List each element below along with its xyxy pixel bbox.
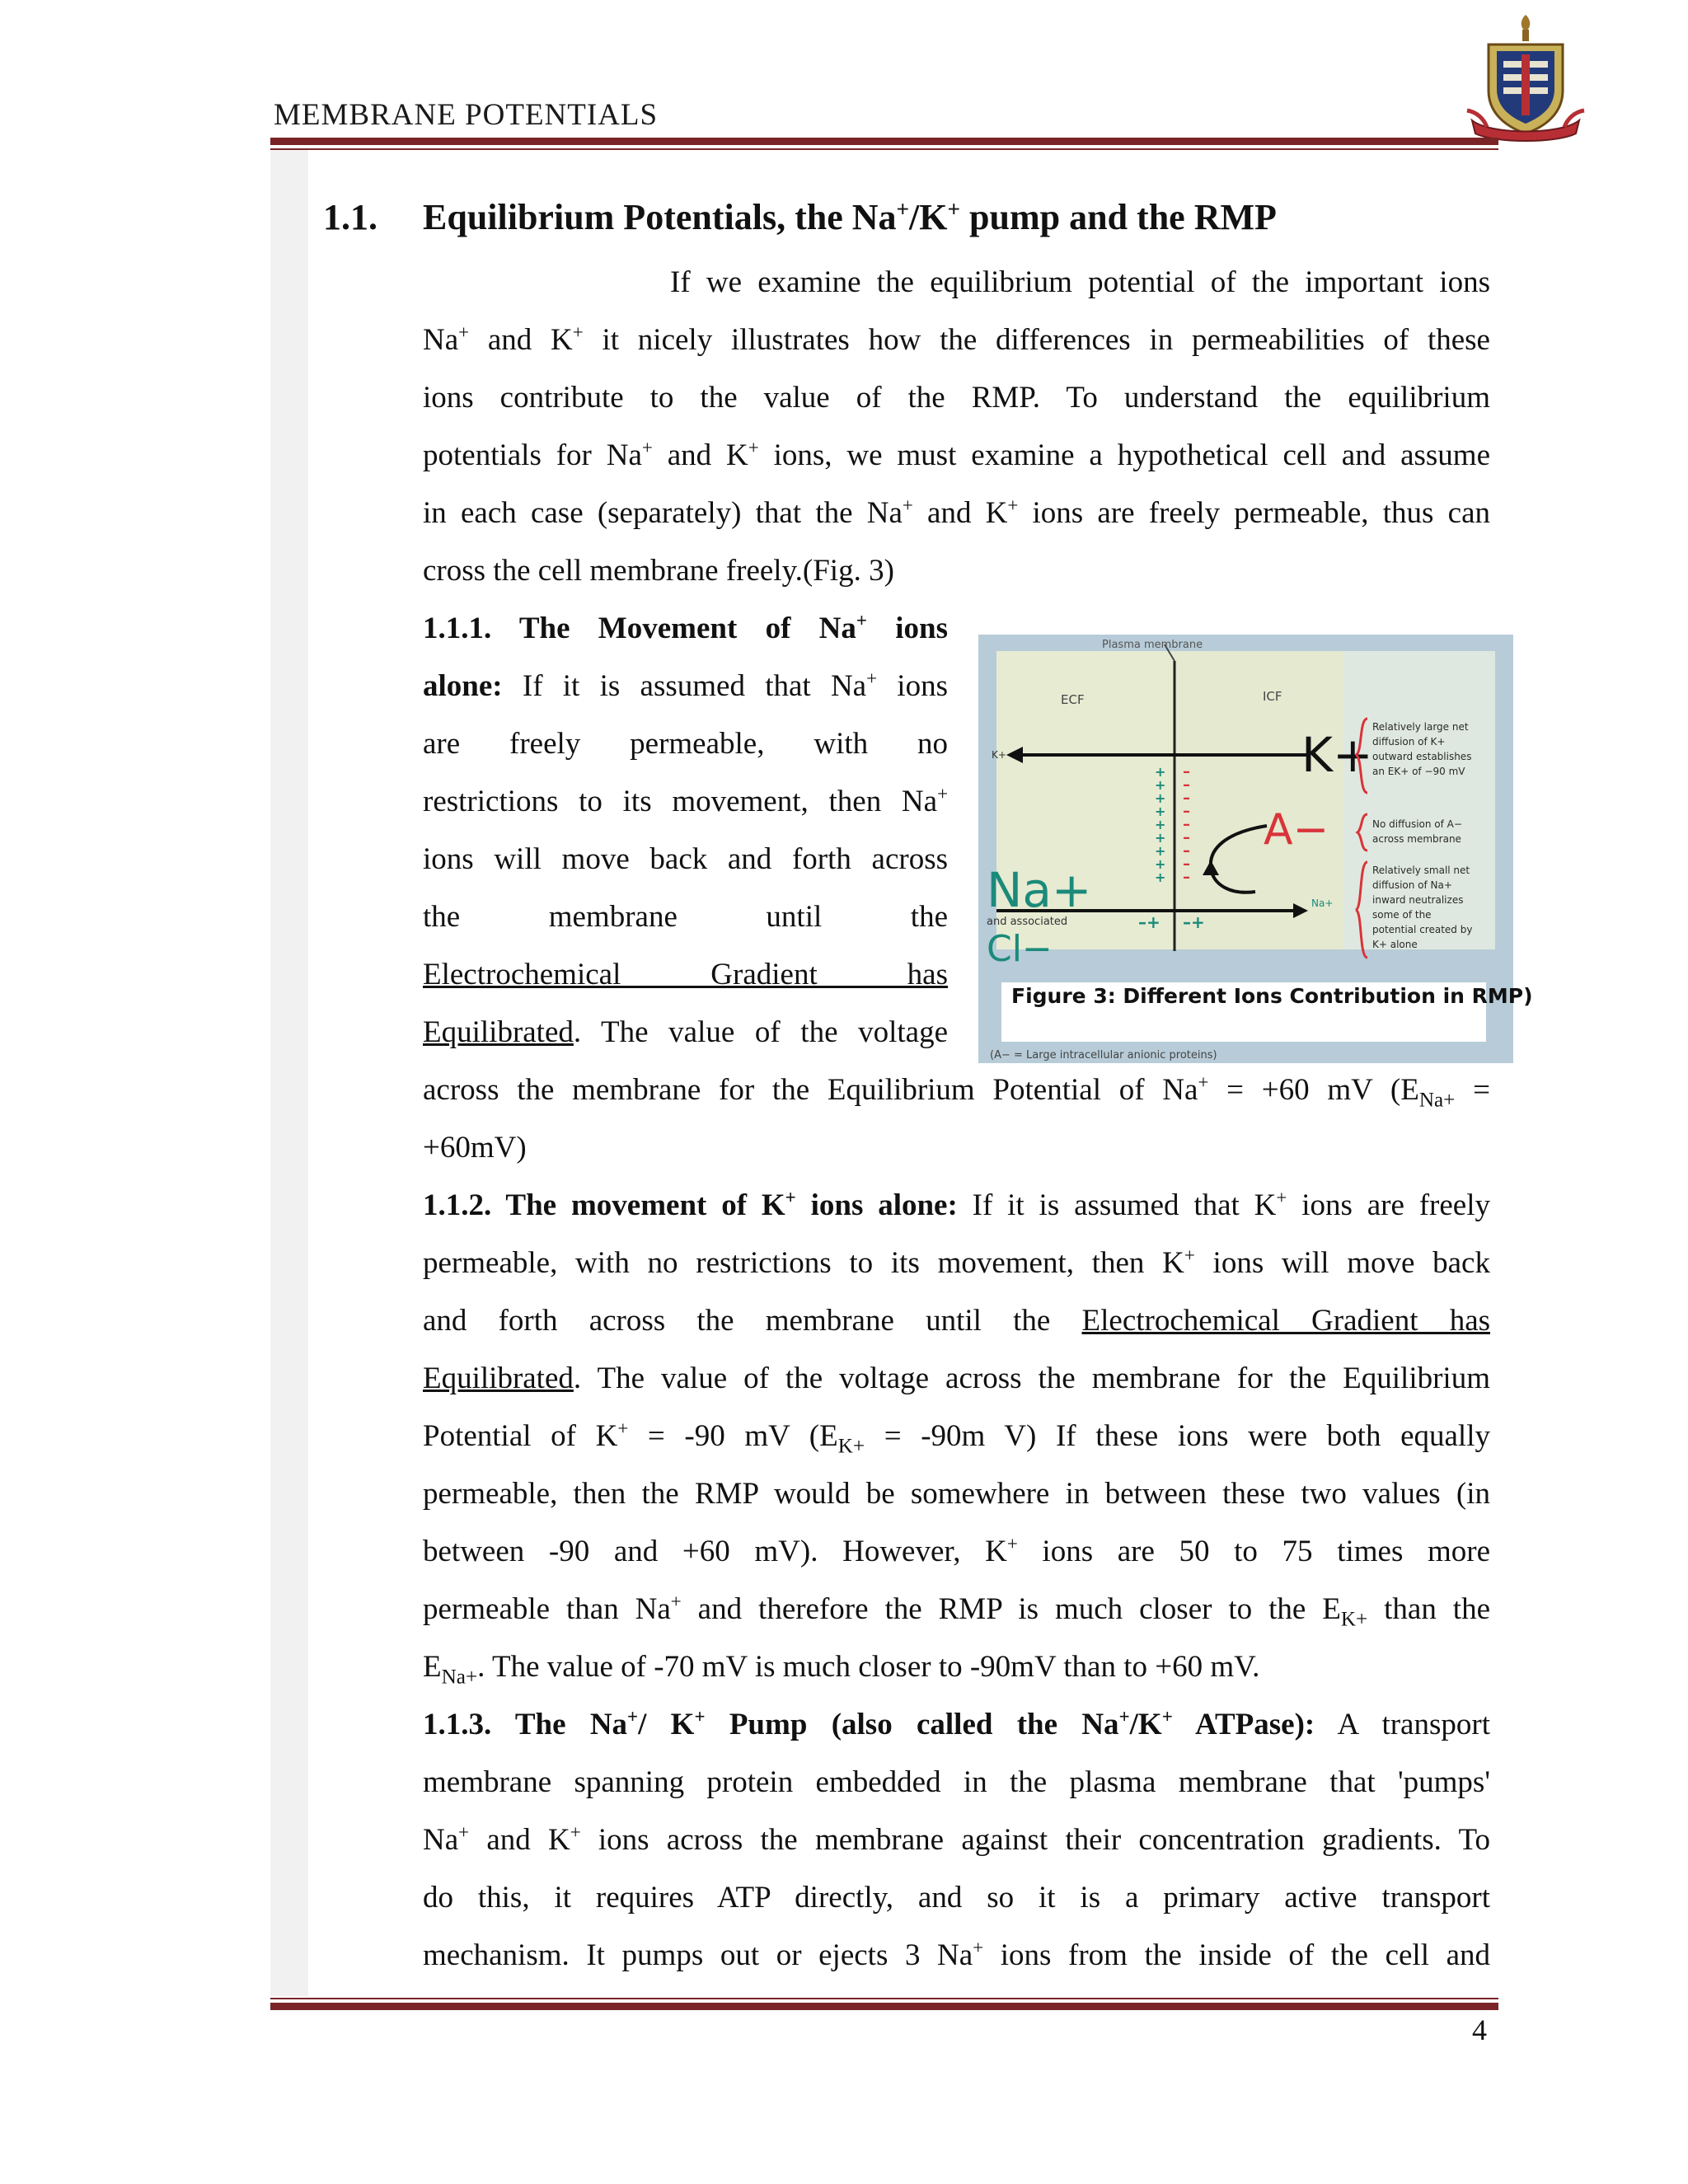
pump-line-3: Na+ and K+ ions across the membrane against their concentration gradients. To: [423, 1821, 1490, 1857]
k-line-7: between -90 and +60 mV). However, K+ ions are 50 to 75 times more: [423, 1533, 1491, 1568]
k-line-4: Equilibrated. The value of the voltage across the membrane for the Equilibrium: [423, 1361, 1490, 1395]
na-line-10: +60mV): [423, 1131, 527, 1165]
svg-text:+: +: [1155, 777, 1166, 793]
section-number: 1.1.: [323, 197, 377, 237]
footer-rule: [270, 2003, 1498, 2010]
na-line-8: Equilibrated. The value of the voltage: [423, 1015, 948, 1049]
intro-line-1: If we examine the equilibrium potential of the important ions: [670, 265, 1490, 299]
pump-line-5: mechanism. It pumps out or ejects 3 Na+ ions from the inside of the cell and: [423, 1937, 1490, 1972]
na-small-label: Na+: [1311, 898, 1334, 909]
pump-line-2: membrane spanning protein embedded in the plasma membrane that 'pumps': [423, 1765, 1490, 1799]
pump-line-1: 1.1.3. The Na+/ K+ Pump (also called the Na+/K+ ATPase): A transport: [423, 1706, 1490, 1741]
header-rule-thin: [270, 148, 1498, 150]
svg-text:–: –: [1183, 803, 1190, 820]
svg-text:+: +: [1155, 790, 1166, 806]
svg-text:–: –: [1183, 816, 1190, 833]
running-header: MEMBRANE POTENTIALS: [274, 98, 659, 132]
k-small-label: K+: [992, 749, 1006, 761]
svg-text:K+ alone: K+ alone: [1372, 939, 1418, 950]
svg-text:–: –: [1183, 869, 1190, 886]
intro-line-6: cross the cell membrane freely.(Fig. 3): [423, 554, 894, 588]
figure-ion-contribution: [978, 635, 1533, 1063]
figure-caption: Figure 3: Different Ions Contribution in RMP): [1011, 984, 1533, 1008]
k-line-6: permeable, then the RMP would be somewhere in between these two values (in: [423, 1477, 1490, 1511]
intro-line-3: ions contribute to the value of the RMP. To understand the equilibrium: [423, 381, 1490, 415]
svg-text:inward neutralizes: inward neutralizes: [1372, 894, 1464, 906]
k-line-3: and forth across the membrane until the Electrochemical Gradient has: [423, 1304, 1491, 1338]
anion-label: A−: [1264, 805, 1329, 855]
na-line-5: ions will move back and forth across: [423, 842, 948, 876]
plasma-membrane-label: Plasma membrane: [1102, 639, 1203, 651]
left-margin-band: [270, 150, 308, 1996]
svg-text:+: +: [1155, 830, 1166, 846]
svg-text:+: +: [1155, 869, 1166, 885]
svg-text:Relatively small net: Relatively small net: [1372, 865, 1470, 876]
svg-text:+: +: [1155, 843, 1166, 859]
svg-text:+: +: [1155, 804, 1166, 819]
na-line-2: alone: If it is assumed that Na+ ions: [423, 668, 948, 703]
k-line-8: permeable than Na+ and therefore the RMP is much closer to the $E_{K+}$ than the: [423, 1591, 1491, 1631]
svg-text:–+: –+: [1138, 912, 1160, 932]
svg-text:an EK+ of −90 mV: an EK+ of −90 mV: [1372, 766, 1465, 777]
svg-text:+: +: [1155, 817, 1166, 832]
na-line-6: the membrane until the: [423, 900, 948, 934]
na-line-3: are freely permeable, with no: [423, 727, 948, 761]
na-large-label: Na+: [987, 862, 1092, 918]
svg-text:–: –: [1183, 776, 1190, 794]
header-rule: [270, 138, 1498, 145]
na-line-9: across the membrane for the Equilibrium Potential of Na+ = +60 mV ($E_{Na+}$ =: [423, 1071, 1490, 1112]
svg-text:outward establishes: outward establishes: [1372, 751, 1472, 762]
university-crest-logo: [1465, 12, 1586, 148]
intro-line-2: Na+ and K+ it nicely illustrates how the differences in permeabilities of these: [423, 321, 1490, 357]
k-line-2: permeable, with no restrictions to its movement, then K+ ions will move back: [423, 1244, 1490, 1280]
k-line-1: 1.1.2. The movement of K+ ions alone: If it is assumed that K+ ions are freely: [423, 1187, 1491, 1222]
ecf-label: ECF: [1061, 692, 1085, 707]
svg-text:–: –: [1183, 842, 1190, 860]
pump-line-4: do this, it requires ATP directly, and so it is a primary active transport: [423, 1881, 1490, 1915]
svg-text:across membrane: across membrane: [1372, 833, 1461, 845]
k-line-9: $E_{Na+}$. The value of -70 mV is much closer to -90mV than to +60 mV.: [423, 1650, 1260, 1689]
svg-text:+: +: [1155, 856, 1166, 872]
k-large-label: K+: [1301, 727, 1373, 783]
section-title: Equilibrium Potentials, the Na+/K+ pump and the RMP: [423, 196, 1277, 237]
icf-label: ICF: [1263, 689, 1282, 704]
svg-text:–+: –+: [1183, 912, 1205, 932]
na-heading: 1.1.1. The Movement of Na+ ions: [423, 610, 948, 645]
svg-text:No diffusion of A−: No diffusion of A−: [1372, 818, 1462, 830]
svg-text:diffusion of Na+: diffusion of Na+: [1372, 879, 1452, 891]
and-associated-label: and associated: [987, 916, 1068, 928]
footer-rule-thin: [270, 1998, 1498, 1999]
svg-text:some of the: some of the: [1372, 909, 1432, 921]
na-line-7: Electrochemical Gradient has: [423, 958, 948, 991]
svg-text:–: –: [1183, 829, 1190, 846]
svg-text:potential created by: potential created by: [1372, 924, 1473, 935]
na-line-4: restrictions to its movement, then Na+: [423, 783, 948, 818]
svg-text:–: –: [1183, 763, 1190, 780]
page-number: 4: [1472, 2013, 1487, 2046]
cl-label: Cl−: [987, 928, 1053, 970]
intro-line-4: potentials for Na+ and K+ ions, we must examine a hypothetical cell and assume: [423, 437, 1490, 472]
svg-text:–: –: [1183, 790, 1190, 807]
svg-text:diffusion of K+: diffusion of K+: [1372, 736, 1446, 748]
figure-footnote: (A− = Large intracellular anionic proteins): [990, 1049, 1217, 1062]
k-line-5: Potential of K+ = -90 mV ($E_{K+} = -90m$ V) If these ions were both equally: [423, 1418, 1490, 1458]
svg-text:+: +: [1155, 764, 1166, 780]
intro-line-5: in each case (separately) that the Na+ and K+ ions are freely permeable, thus can: [423, 494, 1490, 530]
svg-text:Relatively large net: Relatively large net: [1372, 721, 1469, 733]
svg-text:–: –: [1183, 855, 1190, 873]
